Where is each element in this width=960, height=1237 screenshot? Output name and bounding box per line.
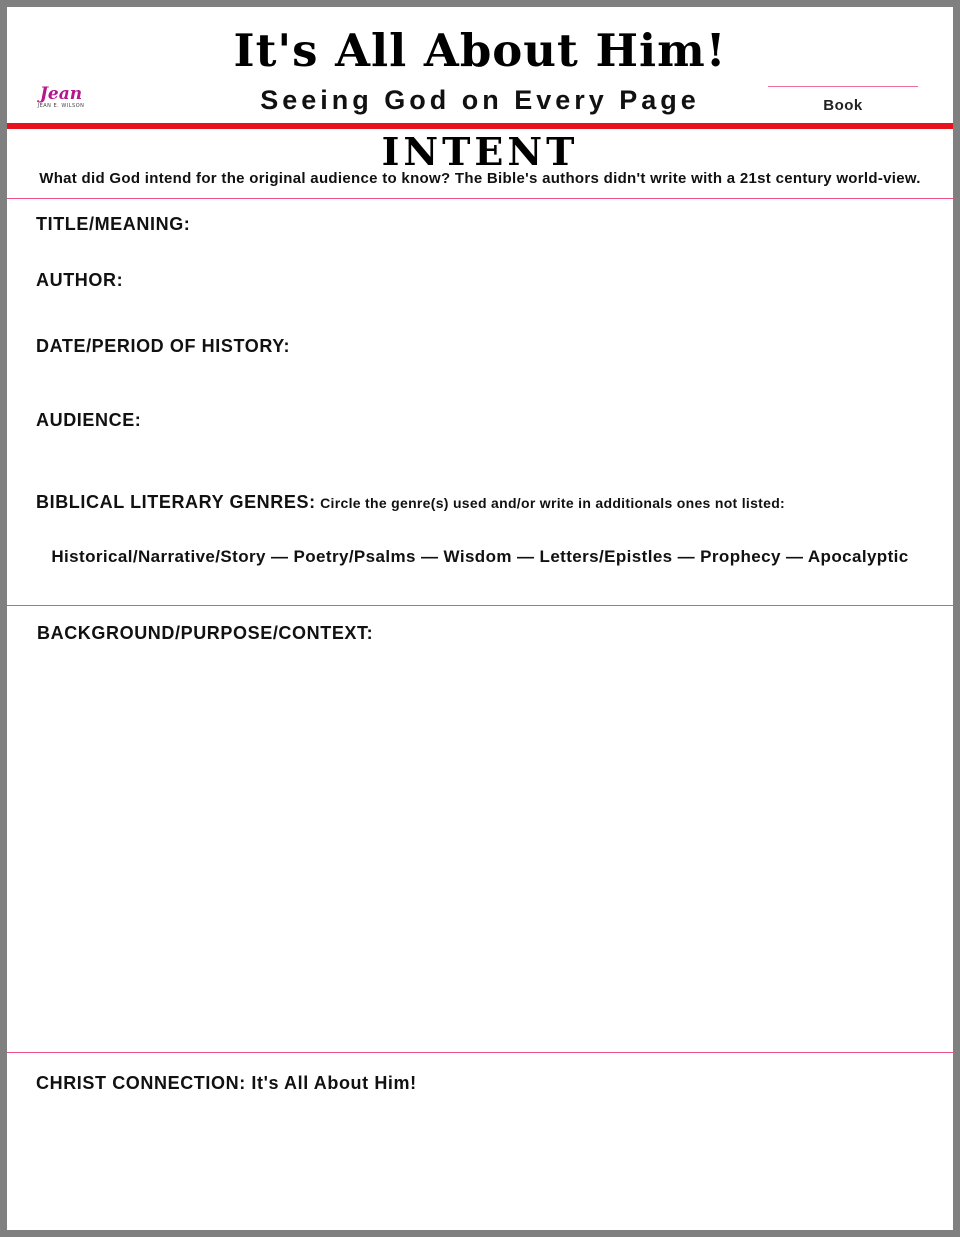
worksheet-page — [7, 7, 953, 1230]
genres-list[interactable]: Historical/Narrative/Story — Poetry/Psalms — Wisdom — Letters/Epistles — Prophecy — Apocalyptic — [51, 547, 909, 566]
field-christ-connection: CHRIST CONNECTION: It's All About Him! — [36, 1073, 417, 1093]
logo-tagline: JEAN E. WILSON — [37, 103, 85, 109]
book-label: Book — [823, 97, 863, 114]
book-input-line[interactable] — [768, 86, 918, 87]
field-author: AUTHOR: — [36, 270, 124, 290]
brand-logo — [36, 85, 86, 110]
genres-instruction: Circle the genre(s) used and/or write in additionals ones not listed: — [320, 495, 786, 511]
divider-middle — [7, 605, 953, 606]
section-description: What did God intend for the original audience to know? The Bible's authors didn't write with a 21st century world-view. — [39, 170, 921, 187]
page-subtitle: Seeing God on Every Page — [260, 85, 700, 115]
divider-top — [7, 198, 953, 199]
field-audience: AUDIENCE: — [36, 410, 142, 430]
field-background: BACKGROUND/PURPOSE/CONTEXT: — [37, 623, 374, 643]
divider-bottom — [7, 1052, 953, 1053]
logo-name: Jean — [39, 84, 83, 104]
section-title: INTENT — [381, 129, 579, 174]
genres-label: BIBLICAL LITERARY GENRES: — [36, 492, 316, 512]
page-title: It's All About Him! — [233, 24, 727, 77]
field-date-period: DATE/PERIOD OF HISTORY: — [36, 336, 291, 356]
genres-row — [36, 492, 785, 513]
field-title-meaning: TITLE/MEANING: — [36, 214, 191, 234]
